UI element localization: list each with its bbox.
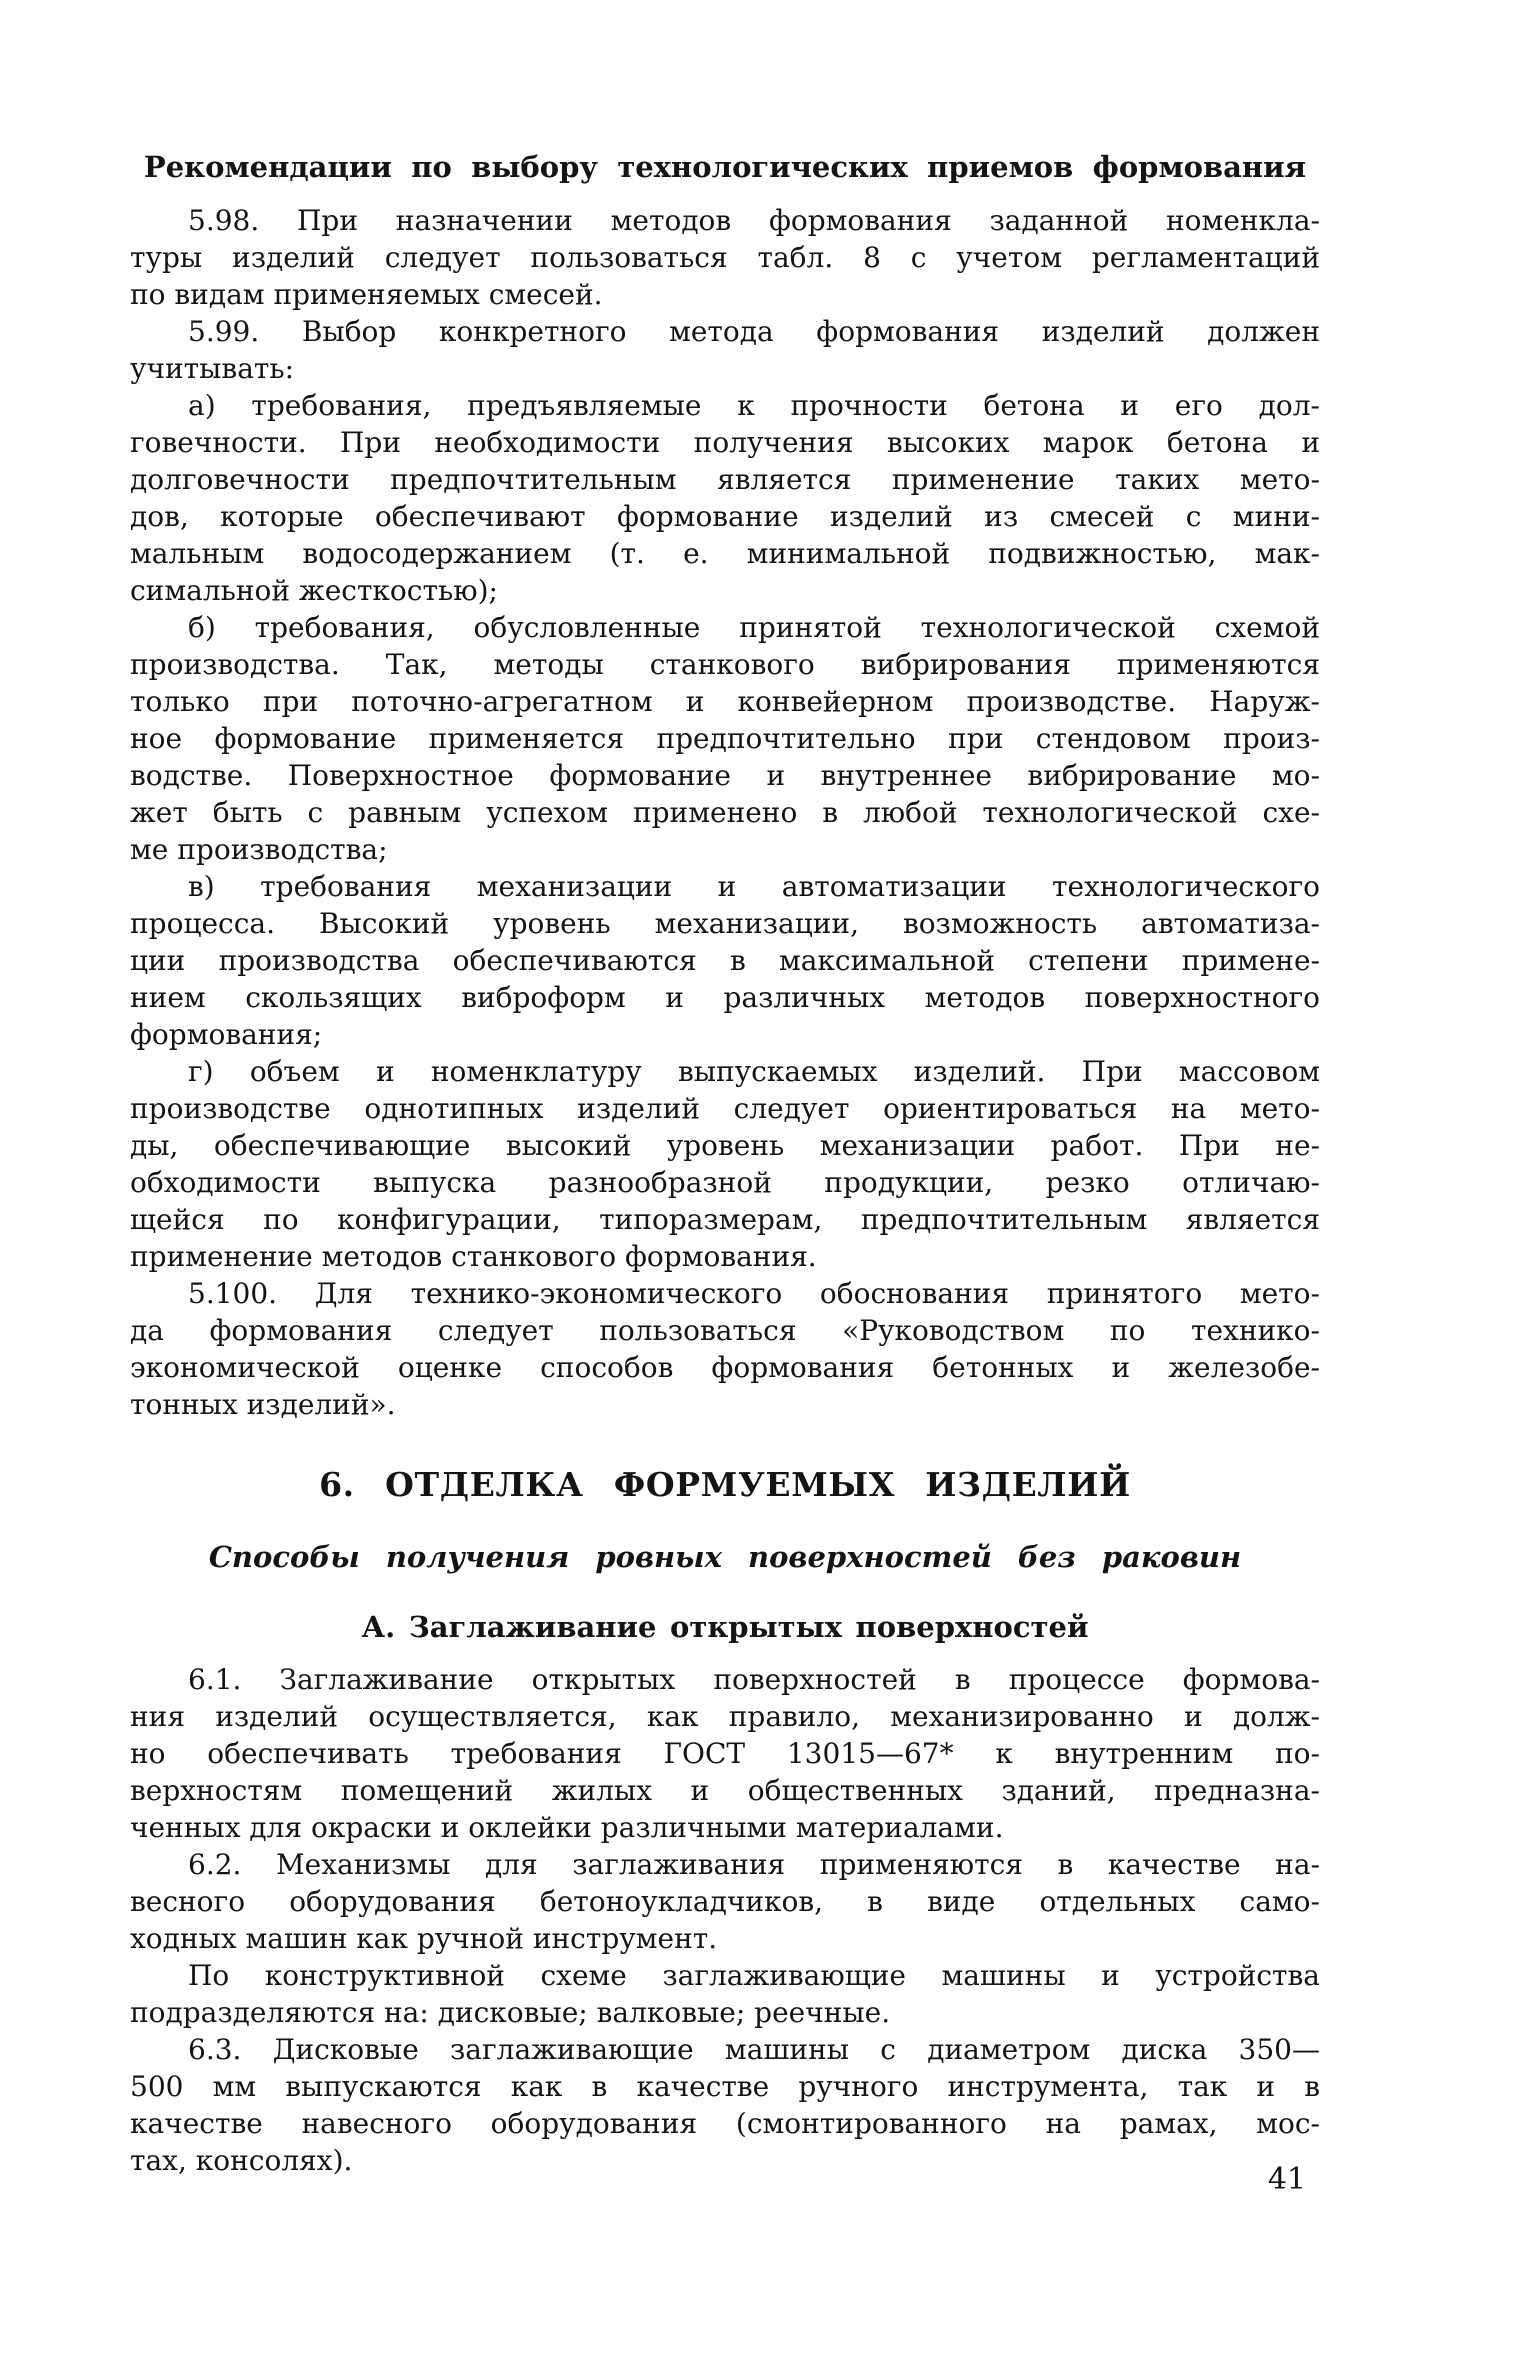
text-line: обходимости выпуска разнообразной продукции, резко отличаю- (130, 1166, 1320, 1199)
ways-subheading: Способы получения ровных поверхностей без раковин (208, 1540, 1242, 1574)
text-column (130, 148, 1320, 2179)
text-line: жет быть с равным успехом применено в любой технологической схе- (130, 796, 1320, 829)
text-line: 6.2. Механизмы для заглаживания применяются в качестве на- (188, 1848, 1320, 1881)
list-item-g (130, 1053, 1320, 1275)
text-line: качестве навесного оборудования (смонтированного на рамах, мос- (130, 2107, 1320, 2140)
text-line: формования; (130, 1018, 323, 1051)
text-line: только при поточно-агрегатном и конвейерном производстве. Наруж- (130, 685, 1320, 718)
text-line: но обеспечивать требования ГОСТ 13015—67* к внутренним по- (130, 1737, 1320, 1770)
text-line: в) требования механизации и автоматизации технологического (188, 870, 1320, 903)
text-line: да формования следует пользоваться «Руководством по технико- (130, 1314, 1320, 1347)
text-line: весного оборудования бетоноукладчиков, в виде отдельных само- (130, 1885, 1320, 1918)
text-line: По конструктивной схеме заглаживающие машины и устройства (188, 1959, 1320, 1992)
text-line: учитывать: (130, 352, 295, 385)
text-line: щейся по конфигурации, типоразмерам, предпочтительным является (130, 1203, 1320, 1236)
text-line: процесса. Высокий уровень механизации, возможность автоматиза- (130, 907, 1320, 940)
text-line: верхностям помещений жилых и общественных зданий, предназна- (130, 1774, 1320, 1807)
paragraph-5-99 (130, 313, 1320, 387)
list-item-b (130, 609, 1320, 868)
text-line: симальной жесткостью); (130, 574, 498, 607)
text-line: дов, которые обеспечивают формование изделий из смесей с мини- (130, 500, 1320, 533)
text-line: нием скользящих виброформ и различных методов поверхностного (130, 981, 1320, 1014)
text-line: ции производства обеспечиваются в максимальной степени примене- (130, 944, 1320, 977)
paragraph-5-98 (130, 202, 1320, 313)
text-line: ченных для окраски и оклейки различными материалами. (130, 1811, 1004, 1844)
text-line: производстве однотипных изделий следует ориентироваться на мето- (130, 1092, 1320, 1125)
text-line: 5.99. Выбор конкретного метода формования изделий должен (188, 315, 1320, 348)
list-item-v (130, 868, 1320, 1053)
text-line: 500 мм выпускаются как в качестве ручного инструмента, так и в (130, 2070, 1320, 2103)
text-line: мальным водосодержанием (т. е. минимальной подвижностью, мак- (130, 537, 1320, 570)
text-line: б) требования, обусловленные принятой технологической схемой (188, 611, 1320, 644)
text-line: долговечности предпочтительным является применение таких мето- (130, 463, 1320, 496)
text-line: туры изделий следует пользоваться табл. 8 с учетом регламентаций (130, 241, 1320, 274)
text-line: 5.100. Для технико-экономического обоснования принятого мето- (188, 1277, 1320, 1310)
text-line: производства. Так, методы станкового вибрирования применяются (130, 648, 1320, 681)
paragraph-6-2 (130, 1846, 1320, 2031)
section-6-heading: 6. ОТДЕЛКА ФОРМУЕМЫХ ИЗДЕЛИЙ (319, 1465, 1131, 1504)
text-line: ходных машин как ручной инструмент. (130, 1922, 718, 1955)
text-line: водстве. Поверхностное формование и внутреннее вибрирование мо- (130, 759, 1320, 792)
text-line: 5.98. При назначении методов формования заданной номенкла- (188, 204, 1320, 237)
text-line: г) объем и номенклатуру выпускаемых изделий. При массовом (188, 1055, 1320, 1088)
text-line: по видам применяемых смесей. (130, 278, 603, 311)
paragraph-6-3 (130, 2031, 1320, 2179)
text-line: применение методов станкового формования. (130, 1240, 817, 1273)
smoothing-subheading: А. Заглаживание открытых поверхностей (361, 1610, 1089, 1644)
text-line: ды, обеспечивающие высокий уровень механизации работ. При не- (130, 1129, 1320, 1162)
paragraph-5-100 (130, 1275, 1320, 1423)
text-line: экономической оценке способов формования бетонных и железобе- (130, 1351, 1320, 1384)
recommendations-heading: Рекомендации по выбору технологических приемов формования (143, 150, 1307, 184)
text-line: ное формование применяется предпочтительно при стендовом произ- (130, 722, 1320, 755)
page-number: 41 (1267, 2162, 1306, 2197)
text-line: подразделяются на: дисковые; валковые; реечные. (130, 1996, 891, 2029)
text-line: тах, консолях). (130, 2144, 353, 2177)
paragraph-6-1 (130, 1661, 1320, 1846)
text-line: ме производства; (130, 833, 388, 866)
text-line: 6.1. Заглаживание открытых поверхностей в процессе формова- (188, 1663, 1320, 1696)
text-line: 6.3. Дисковые заглаживающие машины с диаметром диска 350— (188, 2033, 1320, 2066)
text-line: ния изделий осуществляется, как правило, механизированно и долж- (130, 1700, 1320, 1733)
text-line: тонных изделий». (130, 1388, 396, 1421)
text-line: а) требования, предъявляемые к прочности бетона и его дол- (188, 389, 1320, 422)
text-line: говечности. При необходимости получения высоких марок бетона и (130, 426, 1320, 459)
list-item-a (130, 387, 1320, 609)
